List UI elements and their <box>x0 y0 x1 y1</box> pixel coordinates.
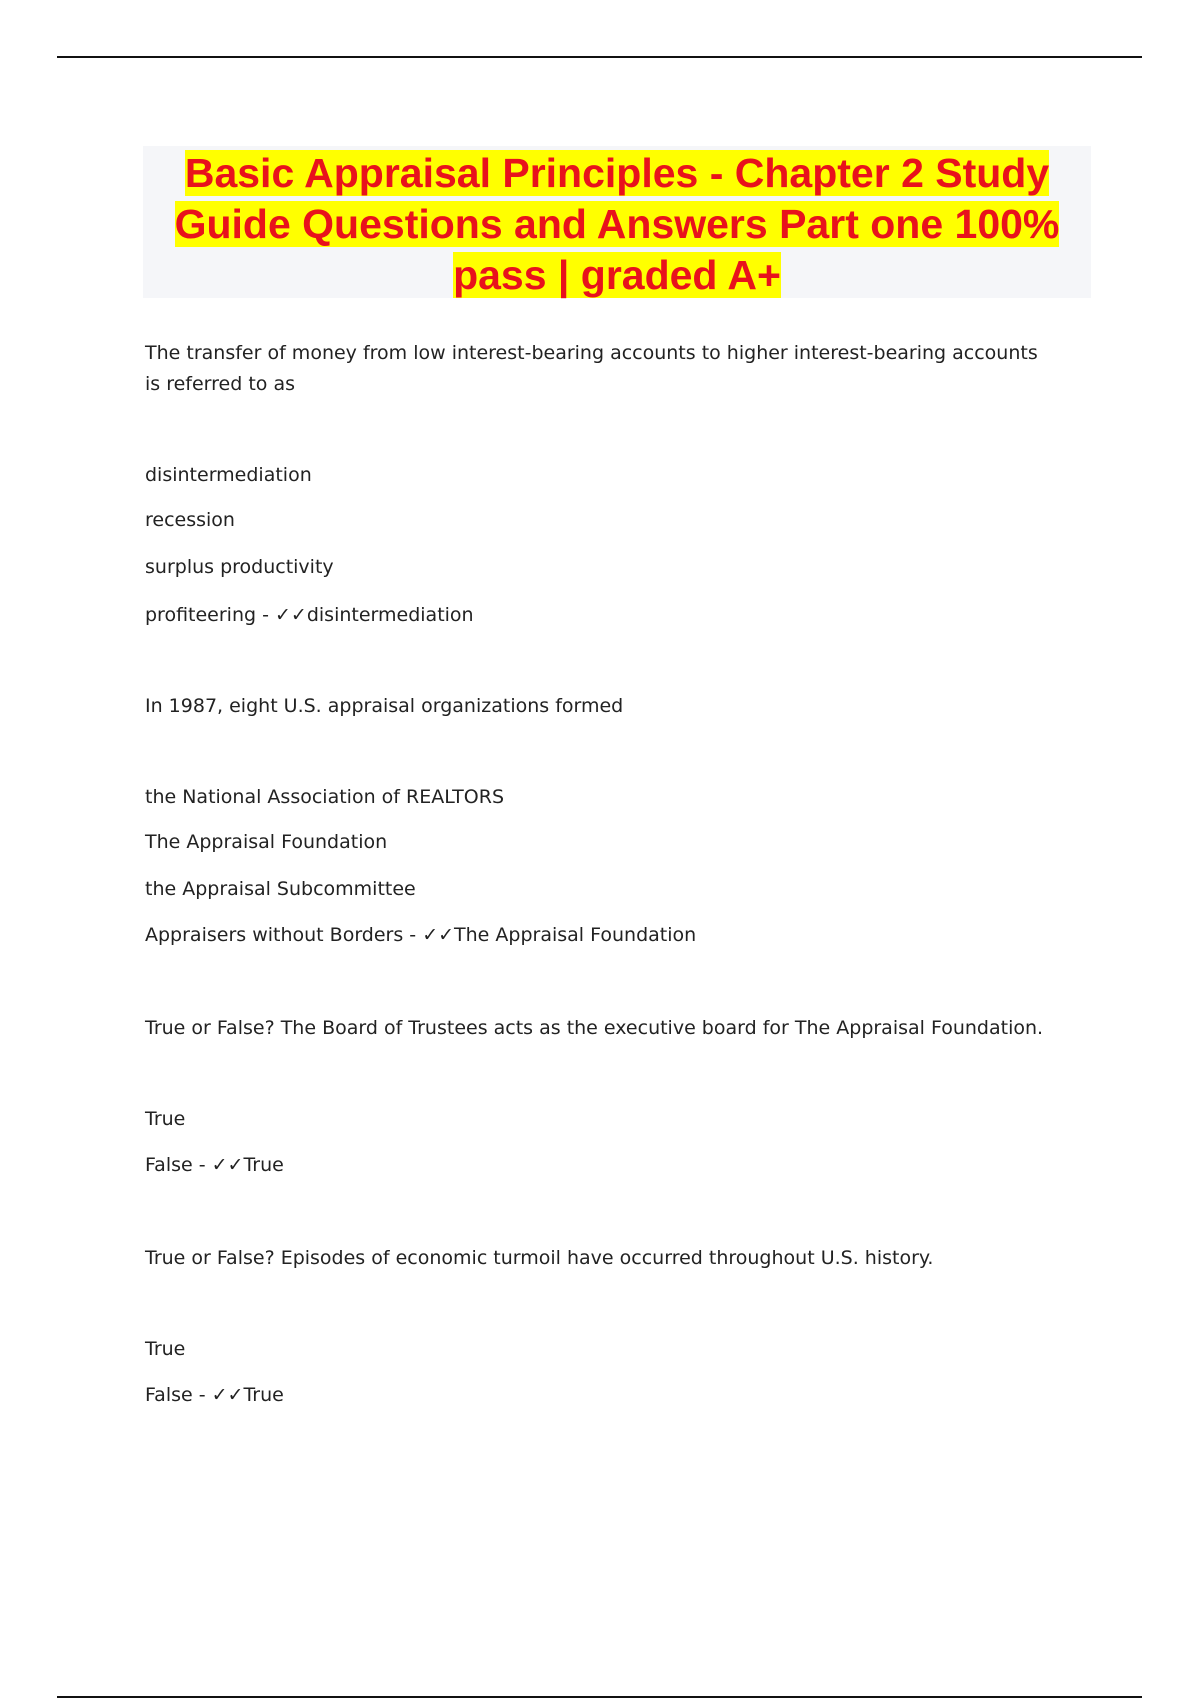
question-4-option-2-answer: False - ✓✓True <box>145 1384 284 1406</box>
question-4-option-1: True <box>145 1338 186 1360</box>
question-1-option-2: recession <box>145 509 235 531</box>
question-1-prompt: The transfer of money from low interest-bearing accounts to higher interest-bearing accounts is referred to as <box>145 342 1038 395</box>
title-highlight: Basic Appraisal Principles - Chapter 2 Study Guide Questions and Answers Part one 100% pass | graded A+ <box>174 150 1060 298</box>
question-2-option-4-answer: Appraisers without Borders - ✓✓The Appraisal Foundation <box>145 924 697 946</box>
question-2-option-1: the National Association of REALTORS <box>145 786 505 808</box>
document-title <box>143 146 1091 301</box>
question-3-prompt: True or False? The Board of Trustees acts as the executive board for The Appraisal Foundation. <box>145 1017 1044 1039</box>
question-2-prompt: In 1987, eight U.S. appraisal organizations formed <box>145 695 624 717</box>
bottom-rule <box>57 1696 1142 1698</box>
question-1-option-4-answer: profiteering - ✓✓disintermediation <box>145 604 474 626</box>
question-2-option-2: The Appraisal Foundation <box>145 831 388 853</box>
question-3-option-1: True <box>145 1108 186 1130</box>
question-2-option-3: the Appraisal Subcommittee <box>145 878 416 900</box>
title-block <box>143 146 1091 298</box>
question-3-option-2-answer: False - ✓✓True <box>145 1154 284 1176</box>
question-1-option-3: surplus productivity <box>145 556 334 578</box>
question-1-option-1: disintermediation <box>145 464 312 486</box>
question-4-prompt: True or False? Episodes of economic turmoil have occurred throughout U.S. history. <box>145 1247 934 1269</box>
top-rule <box>57 56 1142 58</box>
